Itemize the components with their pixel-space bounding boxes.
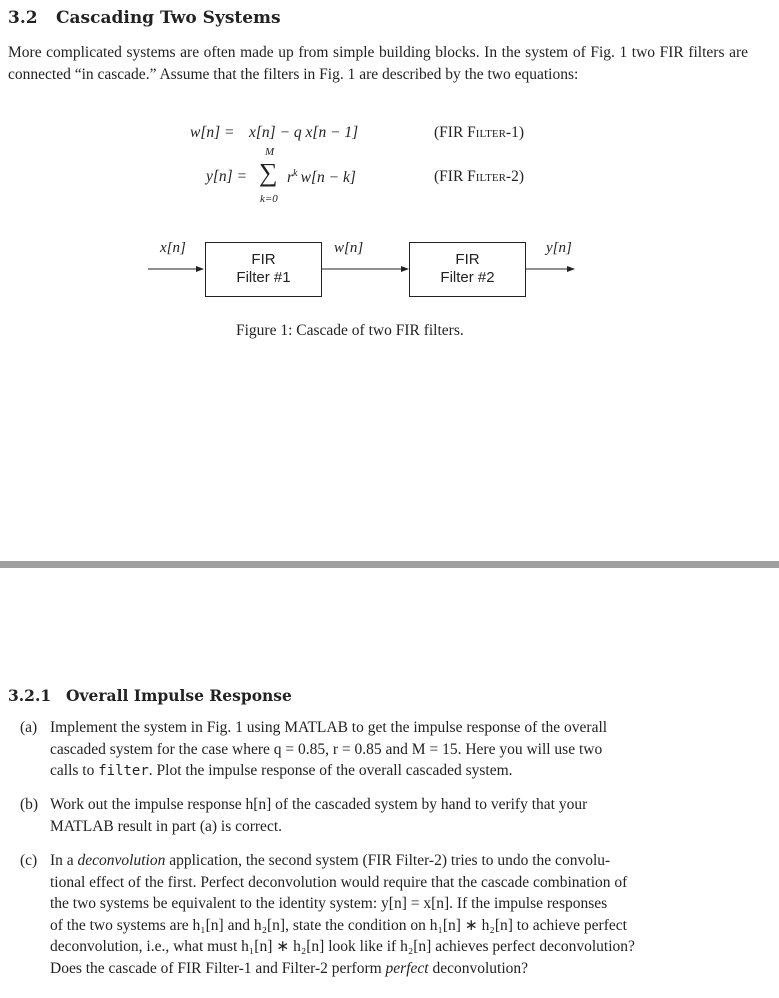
- fir-filter-2-line2: Filter #2: [440, 269, 495, 286]
- sum-lower-limit: k=0: [260, 193, 278, 205]
- block-diagram-arrows: [0, 0, 779, 330]
- figure-caption: Figure 1: Cascade of two FIR filters.: [236, 322, 464, 339]
- sum-upper-limit: M: [265, 146, 275, 158]
- equation-1-lhs: w[n] =: [190, 124, 235, 141]
- item-b-label: (b): [20, 796, 39, 813]
- intro-paragraph: More complicated systems are often made up from simple building blocks. In the system of Fig. 1 two FIR filters are connected “in cascade.” Assume that the filters in Fig. 1 are described by the two equations:: [8, 44, 748, 83]
- equation-2-rhs: $r^k$ w[n − k]: [287, 168, 356, 187]
- section-title: Cascading Two Systems: [56, 8, 281, 28]
- subsection-number: 3.2.1: [8, 686, 52, 705]
- item-c-label: (c): [20, 852, 38, 869]
- fir-filter-2-line1: FIR: [455, 251, 480, 268]
- subsection-title: Overall Impulse Response: [66, 686, 292, 705]
- item-c-text: In a deconvolution application, the second system (FIR Filter-2) tries to undo the convolu- tional effect of the first. Perfect deconvolution would require that the cascade combination of the two systems be equivalent to the identity system: y[n] = x[n]. If the impulse responses of the two systems are h₁[n] and h₂[n], state the condition on h₁[n] ∗ h₂[n] to achieve perfect deconvolution, i.e., what must h₁[n] ∗ h₂[n] look like if h₂[n] achieves perfect deconvolution? Does the cascade of FIR Filter-1 and Filter-2 perform perfect deconvolution?: [50, 852, 635, 977]
- equation-1-label: (FIR Filter-1): [434, 124, 524, 141]
- page-divider: [0, 561, 779, 568]
- equation-1-rhs: x[n] − q x[n − 1]: [249, 124, 359, 141]
- fir-filter-2-box: [409, 242, 526, 297]
- sum-symbol: ∑: [259, 158, 278, 187]
- signal-output-label: y[n]: [546, 240, 572, 256]
- fir-filter-1-box: [205, 242, 322, 297]
- equation-2-lhs: y[n] =: [206, 168, 248, 185]
- section-number: 3.2: [8, 8, 38, 28]
- item-a-text: Implement the system in Fig. 1 using MATLAB to get the impulse response of the overall cascaded system for the case where q = 0.85, r = 0.85 and M = 15. Here you will use two calls to filter. Plot the impulse response of the overall cascaded system.: [50, 719, 608, 779]
- fir-filter-1-line1: FIR: [251, 251, 276, 268]
- equation-2-label: (FIR Filter-2): [434, 168, 524, 185]
- item-a-label: (a): [20, 719, 38, 736]
- signal-middle-label: w[n]: [334, 240, 364, 256]
- item-b-text: Work out the impulse response h[n] of the cascaded system by hand to verify that your MATLAB result in part (a) is correct.: [50, 796, 588, 835]
- fir-filter-1-line2: Filter #1: [236, 269, 291, 286]
- filter-code: filter: [98, 763, 149, 779]
- signal-input-label: x[n]: [160, 240, 186, 256]
